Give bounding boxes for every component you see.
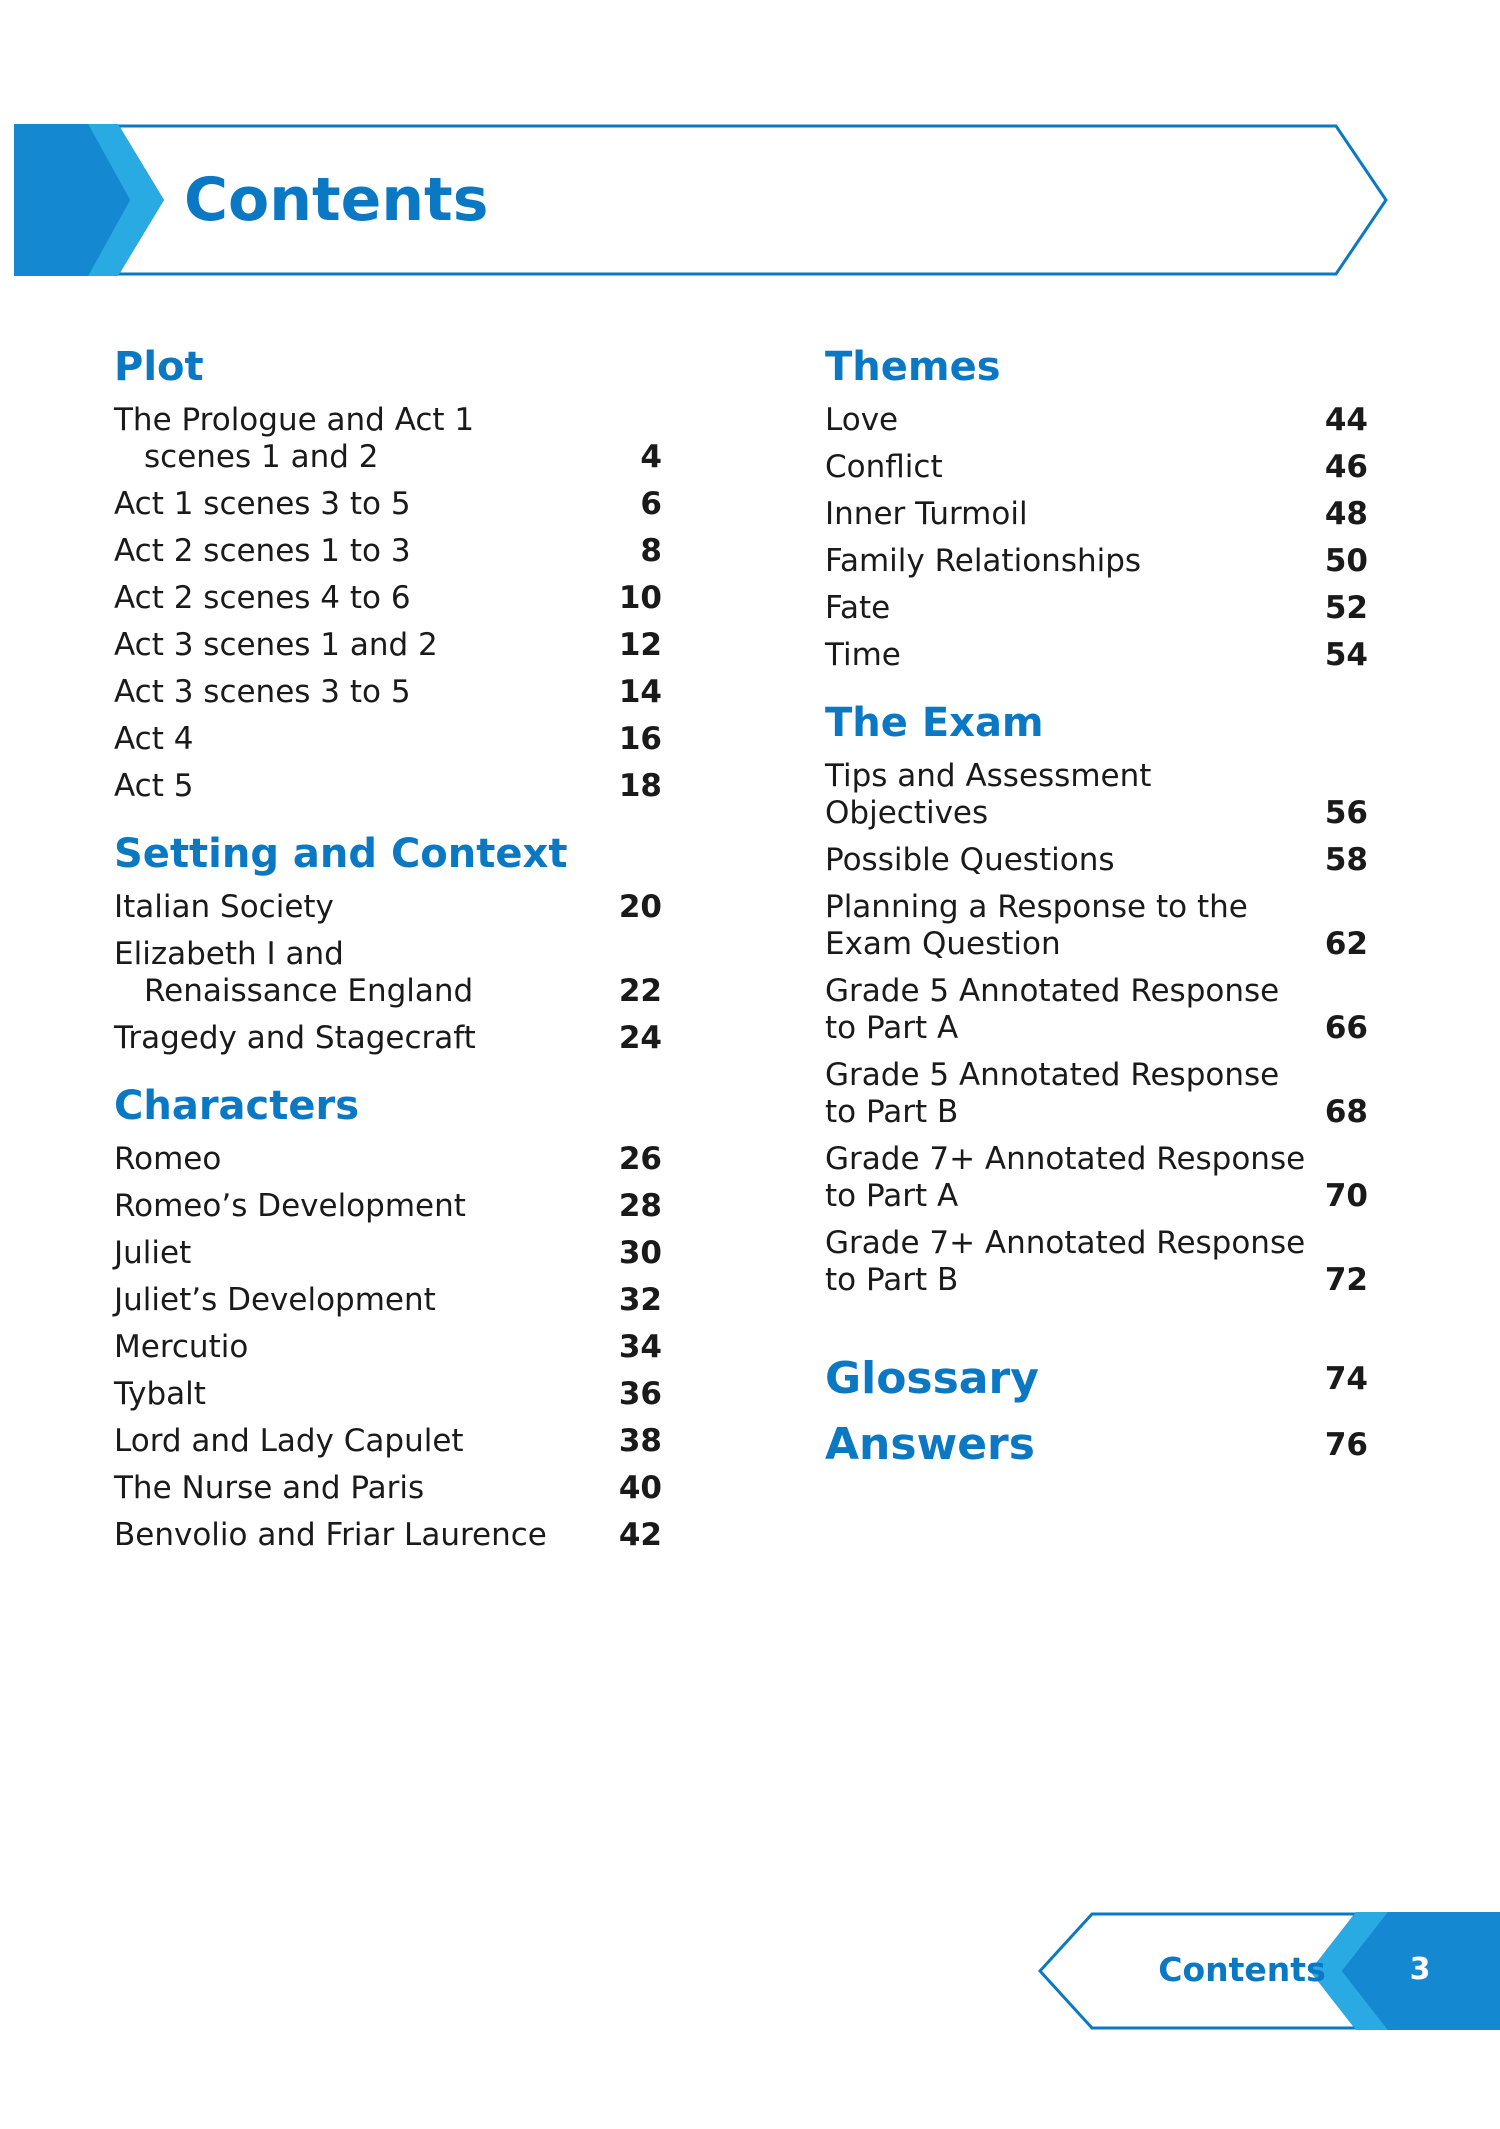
entry-title: Tips and Assessment Objectives [825, 758, 1152, 831]
page-number: 6 [640, 486, 662, 522]
entry-title: Act 3 scenes 1 and 2 [114, 627, 438, 663]
toc-entry[interactable] [114, 1423, 662, 1460]
page-number: 52 [1324, 590, 1368, 626]
page-number: 76 [1324, 1427, 1368, 1463]
page-number: 16 [618, 721, 662, 757]
entry-title: Planning a Response to the Exam Question [825, 889, 1248, 962]
entry-title: Act 3 scenes 3 to 5 [114, 674, 411, 710]
toc-entry[interactable] [114, 936, 662, 1010]
contents-right-column [825, 338, 1368, 1481]
entry-title: Mercutio [114, 1329, 249, 1365]
entry-title: Inner Turmoil [825, 496, 1028, 532]
page-number: 40 [618, 1470, 662, 1506]
toc-entry[interactable] [114, 1470, 662, 1507]
toc-entry[interactable] [825, 543, 1368, 580]
toc-entry[interactable] [825, 1225, 1368, 1299]
toc-entry[interactable] [114, 1188, 662, 1225]
entry-title: Grade 5 Annotated Response to Part B [825, 1057, 1280, 1130]
page-number: 48 [1324, 496, 1368, 532]
toc-entry[interactable] [114, 1020, 662, 1057]
page-number: 30 [618, 1235, 662, 1271]
toc-entry[interactable] [825, 496, 1368, 533]
entry-title: Conflict [825, 449, 943, 485]
entry-title: Benvolio and Friar Laurence [114, 1517, 547, 1553]
page-number: 34 [618, 1329, 662, 1365]
page-number: 4 [640, 439, 662, 475]
entry-title: Grade 7+ Annotated Response to Part B [825, 1225, 1306, 1298]
page-number: 36 [618, 1376, 662, 1412]
entry-title: Grade 5 Annotated Response to Part A [825, 973, 1280, 1046]
toc-entry[interactable] [825, 758, 1368, 832]
section-title: Themes [825, 344, 1001, 390]
page-number: 56 [1324, 795, 1368, 831]
toc-entry[interactable] [114, 580, 662, 617]
section-characters [114, 1077, 662, 1554]
section-title: The Exam [825, 700, 1044, 746]
page-number: 8 [640, 533, 662, 569]
entry-title: Love [825, 402, 899, 438]
toc-entry[interactable] [825, 889, 1368, 963]
page-number: 54 [1324, 637, 1368, 673]
page-number: 62 [1324, 926, 1368, 962]
page-number: 32 [618, 1282, 662, 1318]
page-number: 26 [618, 1141, 662, 1177]
page-number: 68 [1324, 1094, 1368, 1130]
page-number: 12 [618, 627, 662, 663]
page-number-badge: 3 [1409, 1952, 1431, 1987]
page-number: 46 [1324, 449, 1368, 485]
entry-title: The Prologue and Act 1 scenes 1 and 2 [114, 402, 475, 475]
entry-title: Act 5 [114, 768, 194, 804]
glossary-answers-block [825, 1349, 1368, 1475]
entry-title: The Nurse and Paris [114, 1470, 425, 1506]
page-number: 74 [1324, 1361, 1368, 1397]
toc-entry[interactable] [114, 721, 662, 758]
page-number: 44 [1324, 402, 1368, 438]
toc-entry[interactable] [825, 1057, 1368, 1131]
entry-title: Romeo [114, 1141, 222, 1177]
entry-title: Family Relationships [825, 543, 1142, 579]
entry-title: Possible Questions [825, 842, 1115, 878]
entry-title: Fate [825, 590, 891, 626]
section-title: Setting and Context [114, 831, 568, 877]
toc-entry-glossary[interactable] [825, 1349, 1368, 1409]
section-the-exam [825, 694, 1368, 1299]
entry-title: Juliet’s Development [114, 1282, 436, 1318]
page-number: 10 [618, 580, 662, 616]
toc-entry[interactable] [825, 590, 1368, 627]
entry-title: Glossary [825, 1353, 1039, 1404]
footer-section-label: Contents [1158, 1950, 1326, 1989]
toc-entry[interactable] [114, 627, 662, 664]
page-number: 70 [1324, 1178, 1368, 1214]
entry-title: Answers [825, 1419, 1035, 1470]
toc-entry[interactable] [825, 973, 1368, 1047]
entry-title: Elizabeth I and Renaissance England [114, 936, 474, 1009]
toc-entry[interactable] [825, 402, 1368, 439]
toc-entry[interactable] [825, 637, 1368, 674]
page-number: 20 [618, 889, 662, 925]
toc-entry[interactable] [114, 1141, 662, 1178]
section-themes [825, 338, 1368, 674]
section-setting-and-context [114, 825, 662, 1057]
toc-entry[interactable] [114, 486, 662, 523]
page-number: 72 [1324, 1262, 1368, 1298]
entry-title: Juliet [114, 1235, 192, 1271]
footer-tab [1038, 1912, 1500, 2030]
toc-entry[interactable] [114, 1517, 662, 1554]
toc-entry[interactable] [114, 402, 662, 476]
toc-entry[interactable] [825, 449, 1368, 486]
toc-entry[interactable] [825, 842, 1368, 879]
page-number: 42 [618, 1517, 662, 1553]
page-number: 38 [618, 1423, 662, 1459]
contents-left-column [114, 338, 662, 1574]
page-number: 18 [618, 768, 662, 804]
page-number: 66 [1324, 1010, 1368, 1046]
toc-entry[interactable] [114, 1376, 662, 1413]
toc-entry[interactable] [114, 674, 662, 711]
entry-title: Time [825, 637, 901, 673]
page-number: 58 [1324, 842, 1368, 878]
toc-entry[interactable] [114, 768, 662, 805]
entry-title: Romeo’s Development [114, 1188, 466, 1224]
toc-entry-answers[interactable] [825, 1415, 1368, 1475]
entry-title: Grade 7+ Annotated Response to Part A [825, 1141, 1306, 1214]
page-number: 24 [618, 1020, 662, 1056]
section-plot [114, 338, 662, 805]
entry-title: Lord and Lady Capulet [114, 1423, 464, 1459]
toc-entry[interactable] [114, 1329, 662, 1366]
section-title: Plot [114, 344, 204, 390]
toc-entry[interactable] [825, 1141, 1368, 1215]
page-number: 22 [618, 973, 662, 1009]
toc-entry[interactable] [114, 533, 662, 570]
entry-title: Tybalt [114, 1376, 206, 1412]
entry-title: Act 1 scenes 3 to 5 [114, 486, 411, 522]
toc-entry[interactable] [114, 889, 662, 926]
page-number: 50 [1324, 543, 1368, 579]
entry-title: Act 4 [114, 721, 194, 757]
toc-entry[interactable] [114, 1235, 662, 1272]
entry-title: Tragedy and Stagecraft [114, 1020, 476, 1056]
section-title: Characters [114, 1083, 360, 1129]
page-number: 14 [618, 674, 662, 710]
entry-title: Act 2 scenes 1 to 3 [114, 533, 411, 569]
page-title: Contents [184, 165, 489, 235]
entry-title: Italian Society [114, 889, 334, 925]
entry-title: Act 2 scenes 4 to 6 [114, 580, 411, 616]
contents-banner [14, 124, 1390, 276]
toc-entry[interactable] [114, 1282, 662, 1319]
page-number: 28 [618, 1188, 662, 1224]
